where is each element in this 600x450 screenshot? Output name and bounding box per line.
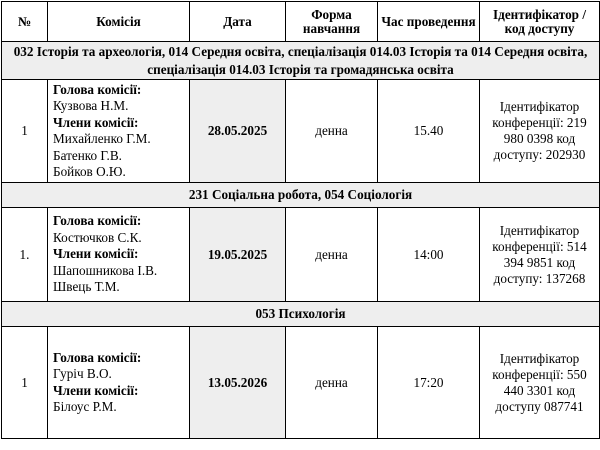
head-label: Голова комісії: — [53, 349, 142, 365]
members-label: Члени комісії: — [53, 246, 139, 262]
time-cell: 15.40 — [378, 80, 480, 183]
head-name: Костючков С.К. — [53, 229, 142, 245]
schedule-table — [1, 1, 600, 439]
member-name: Бойков О.Ю. — [53, 164, 126, 179]
commission-cell — [48, 80, 190, 183]
section-title: 053 Психологія — [2, 302, 600, 327]
row-num: 1 — [2, 80, 48, 183]
member-name: Шапошникова І.В. — [53, 262, 158, 278]
row-num: 1 — [2, 327, 48, 439]
head-name: Кузвова Н.М. — [53, 98, 129, 113]
table-row — [2, 80, 600, 183]
form-cell: денна — [286, 208, 378, 302]
member-name: Батенко Г.В. — [53, 147, 122, 163]
head-label: Голова комісії: — [53, 81, 142, 97]
section-title: 231 Соціальна робота, 054 Соціологія — [2, 183, 600, 208]
ident-cell: Ідентифікатор конференції: 514 394 9851 код доступу: 137268 — [480, 208, 600, 302]
form-cell: денна — [286, 327, 378, 439]
section-title: 032 Історія та археологія, 014 Середня освіта, спеціалізація 014.03 Історія та 014 Середня освіта, спеціалізація 014.03 Історія та громадянська освіта — [2, 42, 600, 80]
members-label: Члени комісії: — [53, 114, 139, 130]
header-row — [2, 2, 600, 42]
header-ident: Ідентифікатор / код доступу — [480, 2, 600, 42]
members-label: Члени комісії: — [53, 382, 139, 398]
header-form: Форма навчання — [286, 2, 378, 42]
header-time: Час проведення — [378, 2, 480, 42]
table-row — [2, 208, 600, 302]
header-num: № — [2, 2, 48, 42]
row-num: 1. — [2, 208, 48, 302]
date-cell: 28.05.2025 — [190, 80, 286, 183]
time-cell: 14:00 — [378, 208, 480, 302]
section-header — [2, 302, 600, 327]
ident-cell: Ідентифікатор конференції: 550 440 3301 код доступу 087741 — [480, 327, 600, 439]
commission-cell — [48, 327, 190, 439]
commission-cell — [48, 208, 190, 302]
member-name: Михайленко Г.М. — [53, 131, 151, 146]
header-date: Дата — [190, 2, 286, 42]
head-label: Голова комісії: — [53, 213, 142, 229]
date-cell: 19.05.2025 — [190, 208, 286, 302]
table-row — [2, 327, 600, 439]
member-name: Швець Т.М. — [53, 279, 120, 295]
member-name: Білоус Р.М. — [53, 399, 117, 414]
head-name: Гуріч В.О. — [53, 366, 112, 381]
date-cell: 13.05.2026 — [190, 327, 286, 439]
section-header — [2, 183, 600, 208]
ident-cell: Ідентифікатор конференції: 219 980 0398 код доступу: 202930 — [480, 80, 600, 183]
time-cell: 17:20 — [378, 327, 480, 439]
section-header — [2, 42, 600, 80]
header-commission: Комісія — [48, 2, 190, 42]
form-cell: денна — [286, 80, 378, 183]
